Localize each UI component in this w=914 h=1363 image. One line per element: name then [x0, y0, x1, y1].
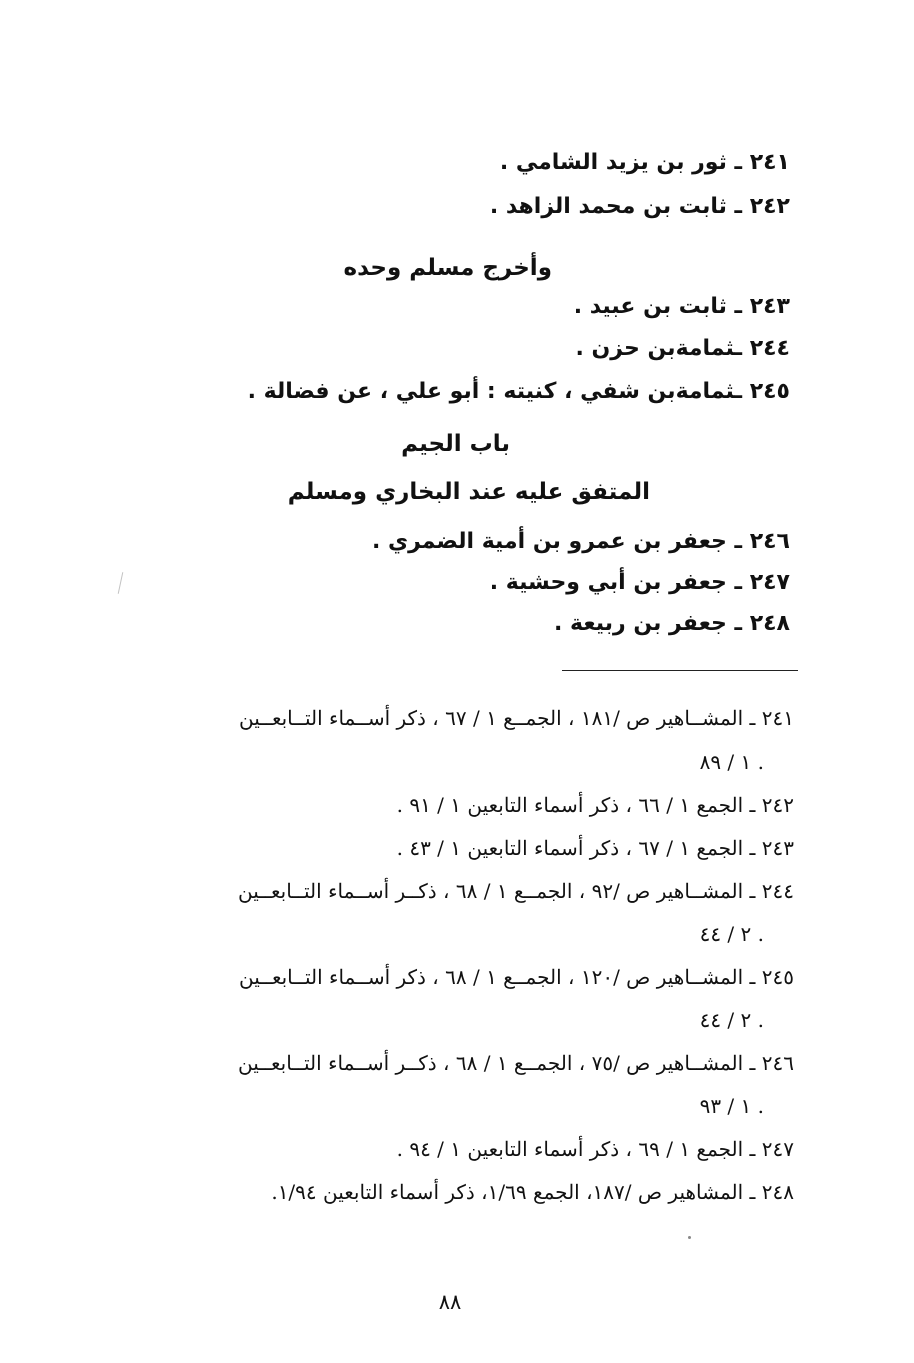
footnote-244-line1: ٢٤٤ ـ المشــاهير ص /٩٢ ، الجمــع ١ / ٦٨ ، ذكــر أســماء التــابعــين	[238, 879, 794, 903]
section-heading-muslim-only: وأخرج مسلم وحده	[343, 255, 552, 281]
scan-mark	[118, 572, 124, 594]
page-number: ٨٨	[438, 1290, 462, 1314]
entry-243: ٢٤٣ ـ ثابت بن عبيد .	[573, 294, 790, 319]
footnote-246-line1: ٢٤٦ ـ المشــاهير ص /٧٥ ، الجمــع ١ / ٦٨ ، ذكــر أســماء التــابعــين	[238, 1051, 794, 1075]
entry-245: ٢٤٥ ـثمامةبن شفي ، كنيته : أبو علي ، عن فضالة .	[247, 379, 790, 404]
footnote-247: ٢٤٧ ـ الجمع ١ / ٦٩ ، ذكر أسماء التابعين ١ / ٩٤ .	[396, 1137, 794, 1161]
footnote-248: ٢٤٨ ـ المشاهير ص /١٨٧، الجمع ١/٦٩، ذكر أسماء التابعين ١/٩٤.	[271, 1180, 794, 1204]
section-heading-agreed: المتفق عليه عند البخاري ومسلم	[287, 479, 650, 505]
footnote-242: ٢٤٢ ـ الجمع ١ / ٦٦ ، ذكر أسماء التابعين ١ / ٩١ .	[396, 793, 794, 817]
footnote-separator	[562, 670, 798, 671]
footnote-244-line2: ٢ / ٤٤ .	[699, 922, 764, 946]
entry-247: ٢٤٧ ـ جعفر بن أبي وحشية .	[489, 570, 790, 595]
entry-246: ٢٤٦ ـ جعفر بن عمرو بن أمية الضمري .	[371, 529, 790, 554]
footnote-245-line2: ٢ / ٤٤ .	[699, 1008, 764, 1032]
chapter-heading-jim: باب الجيم	[401, 431, 510, 457]
entry-244: ٢٤٤ ـثمامةبن حزن .	[575, 336, 790, 361]
footnote-243: ٢٤٣ ـ الجمع ١ / ٦٧ ، ذكر أسماء التابعين ١ / ٤٣ .	[396, 836, 794, 860]
entry-248: ٢٤٨ ـ جعفر بن ربيعة .	[554, 611, 790, 636]
footnote-241-line1: ٢٤١ ـ المشــاهير ص /١٨١ ، الجمــع ١ / ٦٧ ، ذكر أســماء التــابعــين	[238, 706, 794, 730]
footnote-246-line2: ١ / ٩٣ .	[699, 1094, 764, 1118]
entry-241: ٢٤١ ـ ثور بن يزيد الشامي .	[499, 150, 790, 175]
footnote-241-line2: ١ / ٨٩ .	[699, 750, 764, 774]
scan-dot	[688, 1236, 691, 1239]
entry-242: ٢٤٢ ـ ثابت بن محمد الزاهد .	[489, 194, 790, 219]
footnote-245-line1: ٢٤٥ ـ المشــاهير ص /١٢٠ ، الجمــع ١ / ٦٨ ، ذكر أســماء التــابعــين	[238, 965, 794, 989]
